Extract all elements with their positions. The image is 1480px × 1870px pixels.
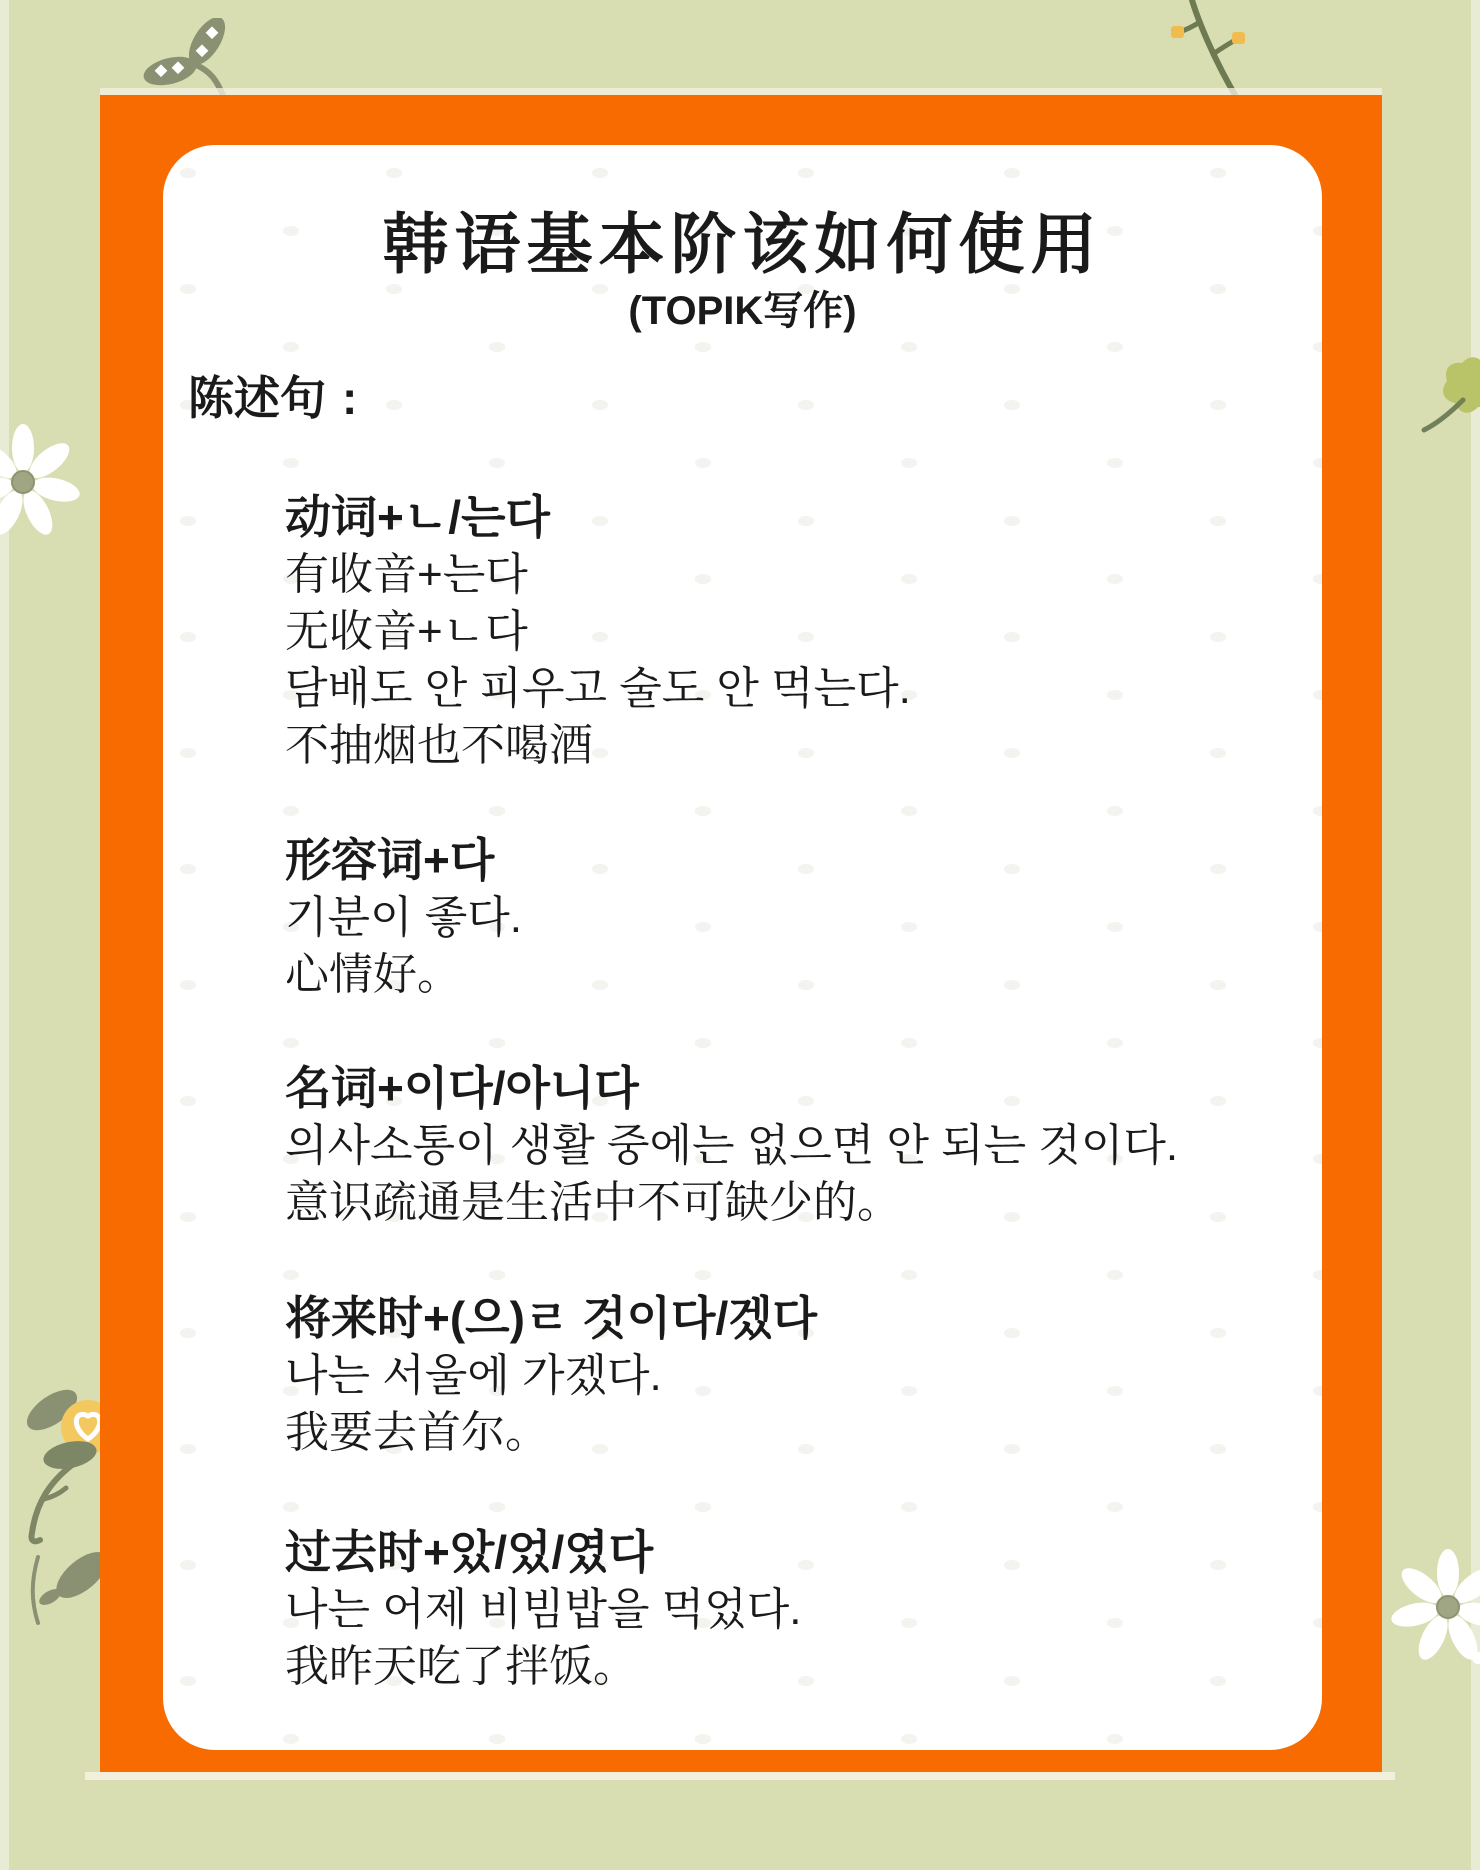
section-future-tense	[285, 1290, 1295, 1461]
section-heading: 形容词+다	[285, 834, 495, 886]
intro-colon: :	[342, 372, 358, 424]
section-verb-declarative	[285, 489, 1295, 774]
section-noun	[285, 1060, 1295, 1231]
section-line: 나는 어제 비빔밥을 먹었다.	[285, 1585, 802, 1634]
branch-icon	[1160, 0, 1250, 100]
section-heading: 名词+이다/아니다	[285, 1062, 639, 1114]
section-heading: 过去时+았/었/였다	[285, 1526, 654, 1578]
section-line: 의사소통이 생활 중에는 없으면 안 되는 것이다.	[285, 1121, 1179, 1170]
daisy-left-icon	[0, 424, 83, 542]
section-line: 我昨天吃了拌饭。	[285, 1642, 637, 1691]
sprout-icon	[140, 18, 240, 98]
section-line: 不抽烟也不喝酒	[285, 721, 593, 770]
section-heading: 将来时+(으)ㄹ 것이다/겠다	[285, 1292, 818, 1344]
content-card	[163, 145, 1322, 1750]
section-line: 담배도 안 피우고 술도 안 먹는다.	[285, 664, 911, 713]
section-line: 无收音+ㄴ다	[285, 607, 528, 656]
section-line: 意识疏通是生活中不可缺少的。	[285, 1178, 901, 1227]
daisy-right-icon	[1390, 1548, 1480, 1673]
section-past-tense	[285, 1524, 1295, 1695]
section-line: 我要去首尔。	[285, 1408, 549, 1457]
intro-label: 陈述句	[188, 372, 326, 424]
page-title: 韩语基本阶该如何使用	[382, 207, 1103, 281]
section-line: 기분이 좋다.	[285, 893, 522, 942]
section-line: 有收音+는다	[285, 550, 528, 599]
page-subtitle: (TOPIK写作)	[628, 289, 857, 333]
intro-label-row	[188, 373, 357, 423]
clover-icon	[1408, 338, 1480, 448]
frame-top-highlight	[100, 88, 1382, 95]
section-line: 心情好。	[285, 950, 461, 999]
section-line: 나는 서울에 가겠다.	[285, 1351, 662, 1400]
section-heading: 动词+ㄴ/는다	[285, 491, 550, 543]
section-adjective	[285, 832, 1295, 1003]
frame-bottom-highlight	[85, 1772, 1395, 1780]
